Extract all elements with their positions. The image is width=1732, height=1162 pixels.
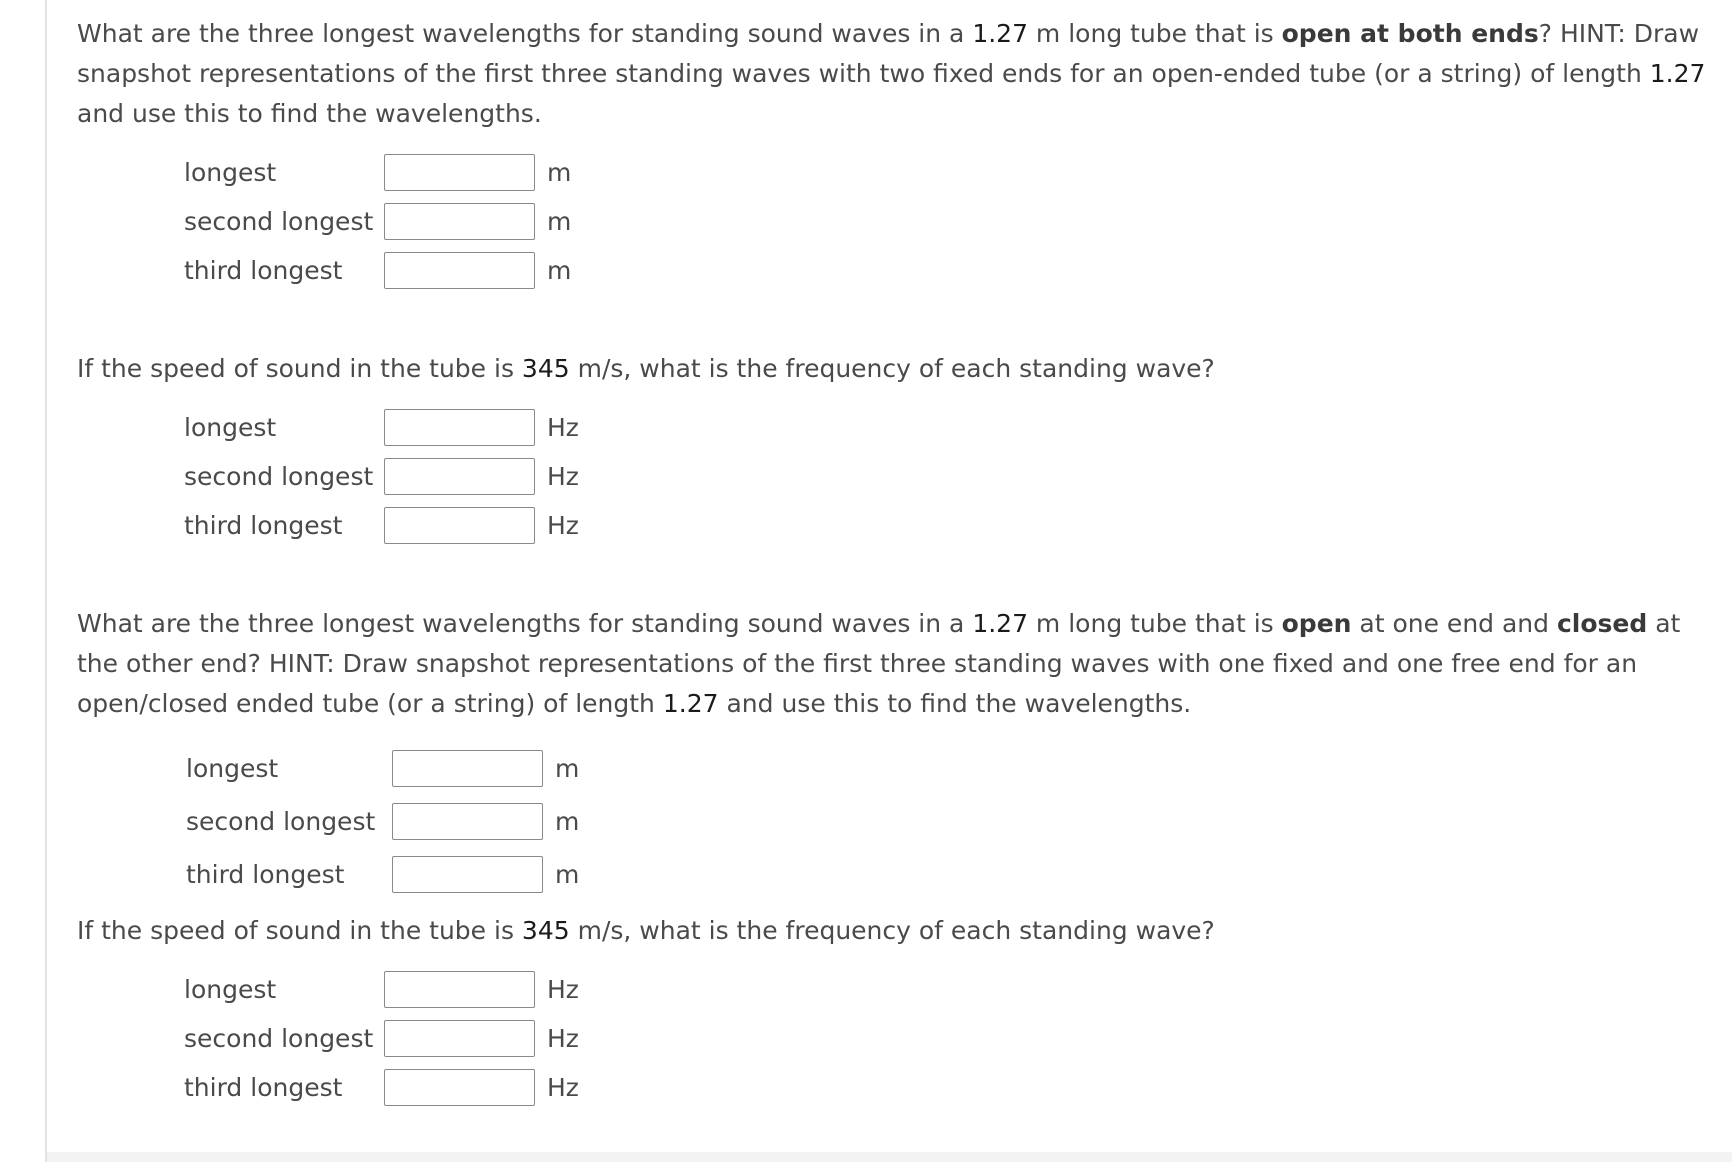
row-label: third longest (186, 860, 345, 889)
answer-row (186, 742, 1707, 795)
row-label: third longest (184, 511, 343, 540)
row-label: second longest (184, 462, 374, 491)
row-label: third longest (184, 256, 343, 285)
left-border (45, 0, 47, 1162)
frequency-third-input[interactable] (384, 1069, 535, 1106)
question-3-answers (186, 742, 1707, 901)
frequency-longest-input[interactable] (384, 971, 535, 1008)
unit-label: Hz (547, 1024, 579, 1053)
answer-row (184, 148, 1707, 197)
wavelength-second-input[interactable] (392, 803, 543, 840)
row-label: longest (184, 413, 277, 442)
question-4-answers (184, 965, 1707, 1112)
unit-label: Hz (547, 462, 579, 491)
row-label: second longest (184, 207, 374, 236)
wavelength-second-input[interactable] (384, 203, 535, 240)
answer-row (186, 848, 1707, 901)
unit-label: Hz (547, 413, 579, 442)
question-3 (77, 604, 1707, 901)
frequency-second-input[interactable] (384, 458, 535, 495)
row-label: second longest (184, 1024, 374, 1053)
unit-label: Hz (547, 511, 579, 540)
answer-row (184, 1014, 1707, 1063)
answer-row (184, 965, 1707, 1014)
question-2-answers (184, 403, 1707, 550)
answer-row (184, 197, 1707, 246)
answer-row (184, 403, 1707, 452)
wavelength-third-input[interactable] (384, 252, 535, 289)
row-label: second longest (186, 807, 376, 836)
wavelength-longest-input[interactable] (384, 154, 535, 191)
unit-label: m (547, 207, 572, 236)
row-label: longest (186, 754, 279, 783)
unit-label: m (547, 256, 572, 285)
answer-row (184, 1063, 1707, 1112)
frequency-longest-input[interactable] (384, 409, 535, 446)
question-3-text: What are the three longest wavelengths for standing sound waves in a 1.27 m long tube that is open at one end and closed at the other end? HINT: Draw snapshot representations of the first three standing waves with one fixed and one free end for an open/closed ended tube (or a string) of length 1.27 and use this to find the wavelengths. (77, 609, 1681, 718)
answer-row (186, 795, 1707, 848)
unit-label: m (555, 754, 580, 783)
question-1-text: What are the three longest wavelengths for standing sound waves in a 1.27 m long tube that is open at both ends? HINT: Draw snapshot representations of the first three standing waves with two fixed ends for an open-ended tube (or a string) of length 1.27 and use this to find the wavelengths. (77, 19, 1706, 128)
question-4-text: If the speed of sound in the tube is 345 m/s, what is the frequency of each standing wave? (77, 916, 1215, 945)
answer-row (184, 501, 1707, 550)
unit-label: Hz (547, 975, 579, 1004)
row-label: longest (184, 975, 277, 1004)
wavelength-longest-input[interactable] (392, 750, 543, 787)
answer-row (184, 246, 1707, 295)
bottom-band (47, 1152, 1732, 1162)
unit-label: m (555, 860, 580, 889)
question-1-answers (184, 148, 1707, 295)
wavelength-third-input[interactable] (392, 856, 543, 893)
row-label: longest (184, 158, 277, 187)
question-4 (77, 911, 1707, 1112)
question-2-text: If the speed of sound in the tube is 345 m/s, what is the frequency of each standing wave? (77, 354, 1215, 383)
unit-label: Hz (547, 1073, 579, 1102)
row-label: third longest (184, 1073, 343, 1102)
frequency-second-input[interactable] (384, 1020, 535, 1057)
question-2 (77, 349, 1707, 550)
frequency-third-input[interactable] (384, 507, 535, 544)
answer-row (184, 452, 1707, 501)
question-1 (77, 14, 1707, 295)
unit-label: m (555, 807, 580, 836)
unit-label: m (547, 158, 572, 187)
